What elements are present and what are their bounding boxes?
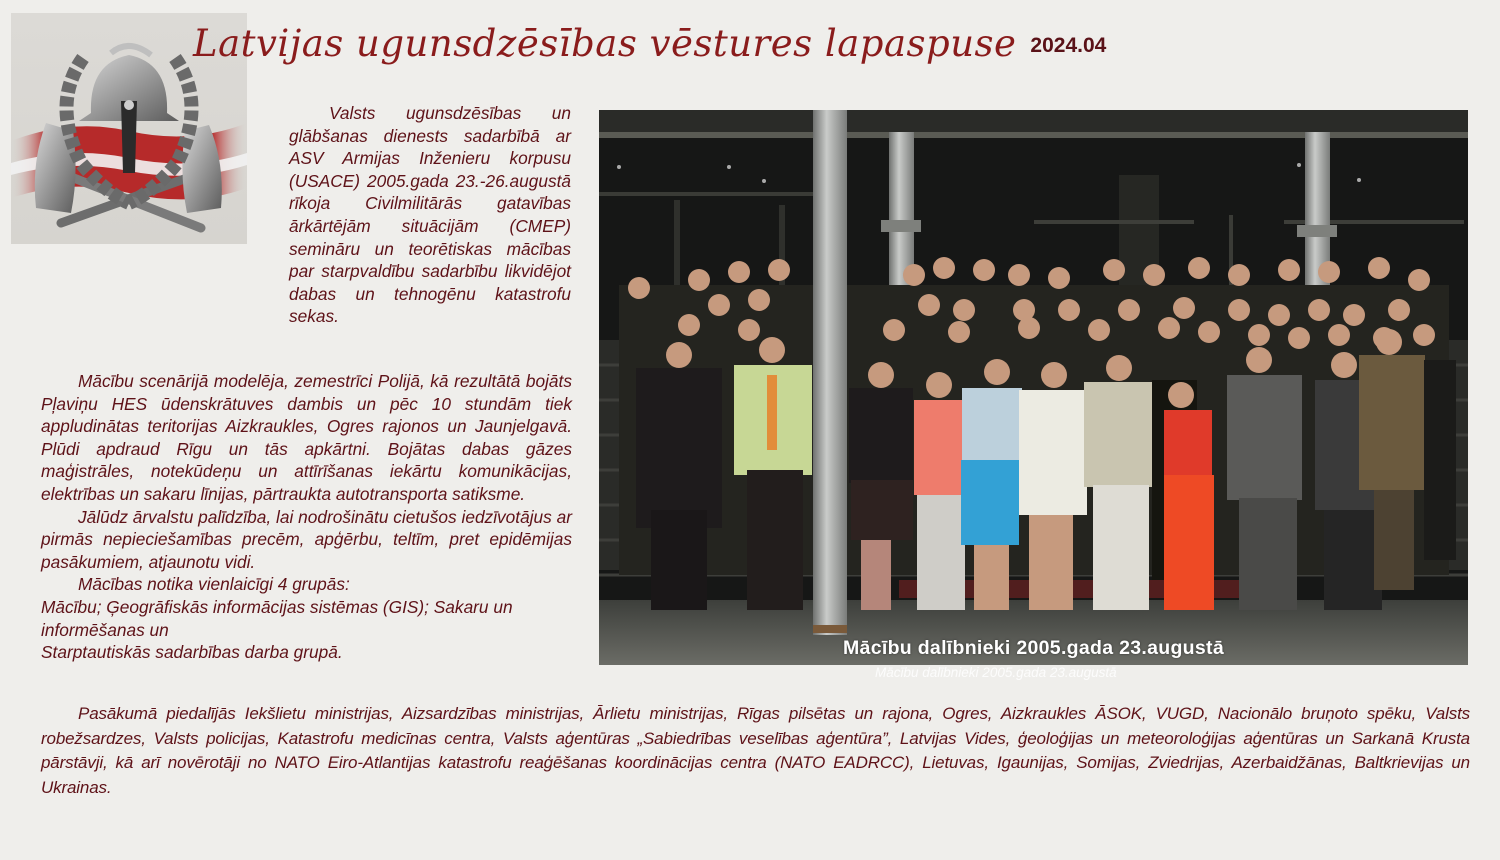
photo-caption: Mācību dalībnieki 2005.gada 23.augustā	[843, 637, 1224, 659]
participants-text: Pasākumā piedalījās Iekšlietu ministrijas, Aizsardzības ministrijas, Ārlietu ministrijas, Rīgas pilsētas un rajona, Ogres, Aizkraukles ĀSOK, VUGD, Nacionālo bruņoto spēku, Valsts robežsardzes, Valsts policijas, Katastrofu medicīnas centra, Valsts aģentūras „Sabiedrības veselības aģentūra”, Latvijas Vides, ģeoloģijas un meteoroloģijas aģentūras un Sarkanā Krusta pārstāvji, kā arī novērotāji no NATO Eiro-Atlantijas katastrofu reaģēšanas koordinācijas centra (NATO EADRCC), Lietuvas, Igaunijas, Somijas, Zviedrijas, Azerbaidžānas, Baltkrievijas un Ukrainas.	[41, 704, 1470, 797]
body-column	[41, 370, 572, 664]
page-title: Latvijas ugunsdzēsības vēstures lapaspuse	[193, 22, 1017, 65]
groups-list-end: Starptautiskās sadarbības darba grupā.	[41, 642, 343, 663]
intro-text: Valsts ugunsdzēsības un glābšanas dienests sadarbībā ar ASV Armijas Inženieru korpusu (USACE) 2005.gada 23.-26.augustā rīkoja Civilmilitārās gatavības ārkārtējām situācijām (CMEP) semināru un teorētiskas mācības par starpvaldību sadarbību likvidējot dabas un tehnogēnu katastrofu sekas.	[289, 103, 571, 327]
issue-date: 2024.04	[1030, 34, 1107, 57]
group-photo-image	[599, 110, 1468, 665]
groups-list: Mācību; Ģeogrāfiskās informācijas sistēmas (GIS); Sakaru un informēšanas un	[41, 596, 513, 640]
intro-paragraph	[289, 102, 571, 328]
participants-paragraph	[41, 702, 1470, 800]
page-header	[193, 22, 1106, 65]
photo-ghost-caption: Mācību dalībnieki 2005.gada 23.augustā	[875, 665, 1117, 680]
assistance-paragraph: Jālūdz ārvalstu palīdzība, lai nodrošinātu cietušos iedzīvotājus ar pirmās nepieciešamības precēm, apģērbu, teltīm, pret epidēmijas pasākumiem, atjaunotu vidi.	[41, 506, 572, 572]
scenario-paragraph: Mācību scenārijā modelēja, zemestrīci Polijā, kā rezultātā bojāts Pļaviņu HES ūdenskrātuves dambis un pēc 10 stundām tiek appludinātas teritorijas Aizkraukles, Ogres rajonos un Jaunjelgavā. Plūdi apdraud Rīgu un tās apkārtni. Bojātas dabas gāzes maģistrāles, notekūdeņu un attīrīšanas iekārtu komunikācijas, elektrības un sakaru līnijas, pārtraukta autotransporta satiksme.	[41, 371, 572, 504]
groups-intro: Mācības notika vienlaicīgi 4 grupās:	[78, 574, 350, 595]
group-photo	[599, 110, 1468, 665]
